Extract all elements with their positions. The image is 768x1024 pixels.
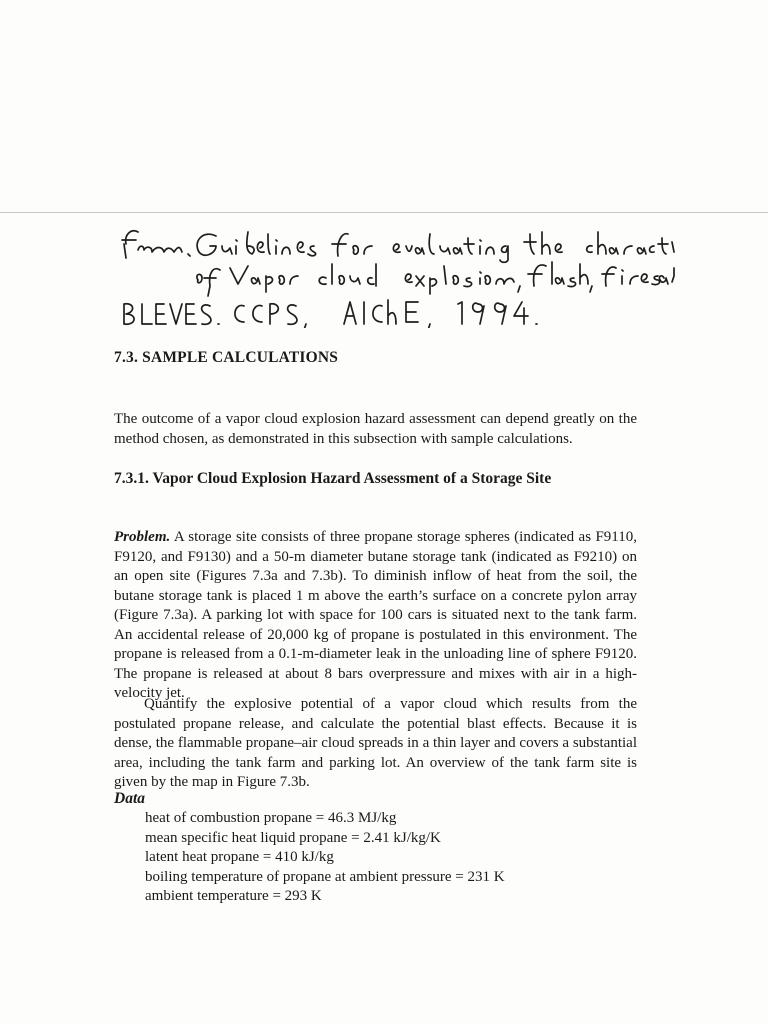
data-item: latent heat propane = 410 kJ/kg	[145, 849, 334, 865]
intro-paragraph: The outcome of a vapor cloud explosion hazard assessment can depend greatly on the method chosen, as demonstrated in this subsection with sample calculations.	[114, 411, 637, 447]
data-list	[145, 809, 505, 907]
problem-paragraph	[114, 528, 637, 704]
subsection-heading: 7.3.1. Vapor Cloud Explosion Hazard Assessment of a Storage Site	[114, 470, 552, 487]
section-heading: 7.3. SAMPLE CALCULATIONS	[114, 349, 339, 366]
data-heading: Data	[114, 790, 145, 807]
scan-edge-line	[0, 212, 768, 213]
data-item: heat of combustion propane = 46.3 MJ/kg	[145, 810, 397, 826]
problem-label: Problem.	[114, 529, 171, 545]
data-item: mean specific heat liquid propane = 2.41 kJ/kg/K	[145, 829, 441, 846]
data-item: ambient temperature = 293 K	[145, 888, 322, 904]
handwritten-citation-note	[118, 220, 678, 328]
quantify-paragraph: Quantify the explosive potential of a vapor cloud which results from the postulated propane release, and calculate the potential blast effects. Because it is dense, the flammable propane–air cloud spreads in a thin layer and covers a substantial area, including the tank farm and parking lot. An overview of the tank farm site is given by the map in Figure 7.3b.	[114, 696, 637, 790]
data-item: boiling temperature of propane at ambient pressure = 231 K	[145, 868, 505, 885]
problem-text: A storage site consists of three propane storage spheres (indicated as F9110, F9120, and F9130) and a 50-m diameter butane storage tank (indicated as F9210) on an open site (Figures 7.3a and 7.3b). To diminish inflow of heat from the soil, the butane storage tank is placed 1 m above the earth’s surface on a concrete pylon array (Figure 7.3a). A parking lot with space for 100 cars is situated next to the tank farm. An accidental release of 20,000 kg of propane is postulated in this environment. The propane is released from a 0.1-m-diameter leak in the unloading line of sphere F9120. The propane is released at about 8 bars overpressure and mixes with air in a high-velocity jet.	[114, 529, 637, 701]
